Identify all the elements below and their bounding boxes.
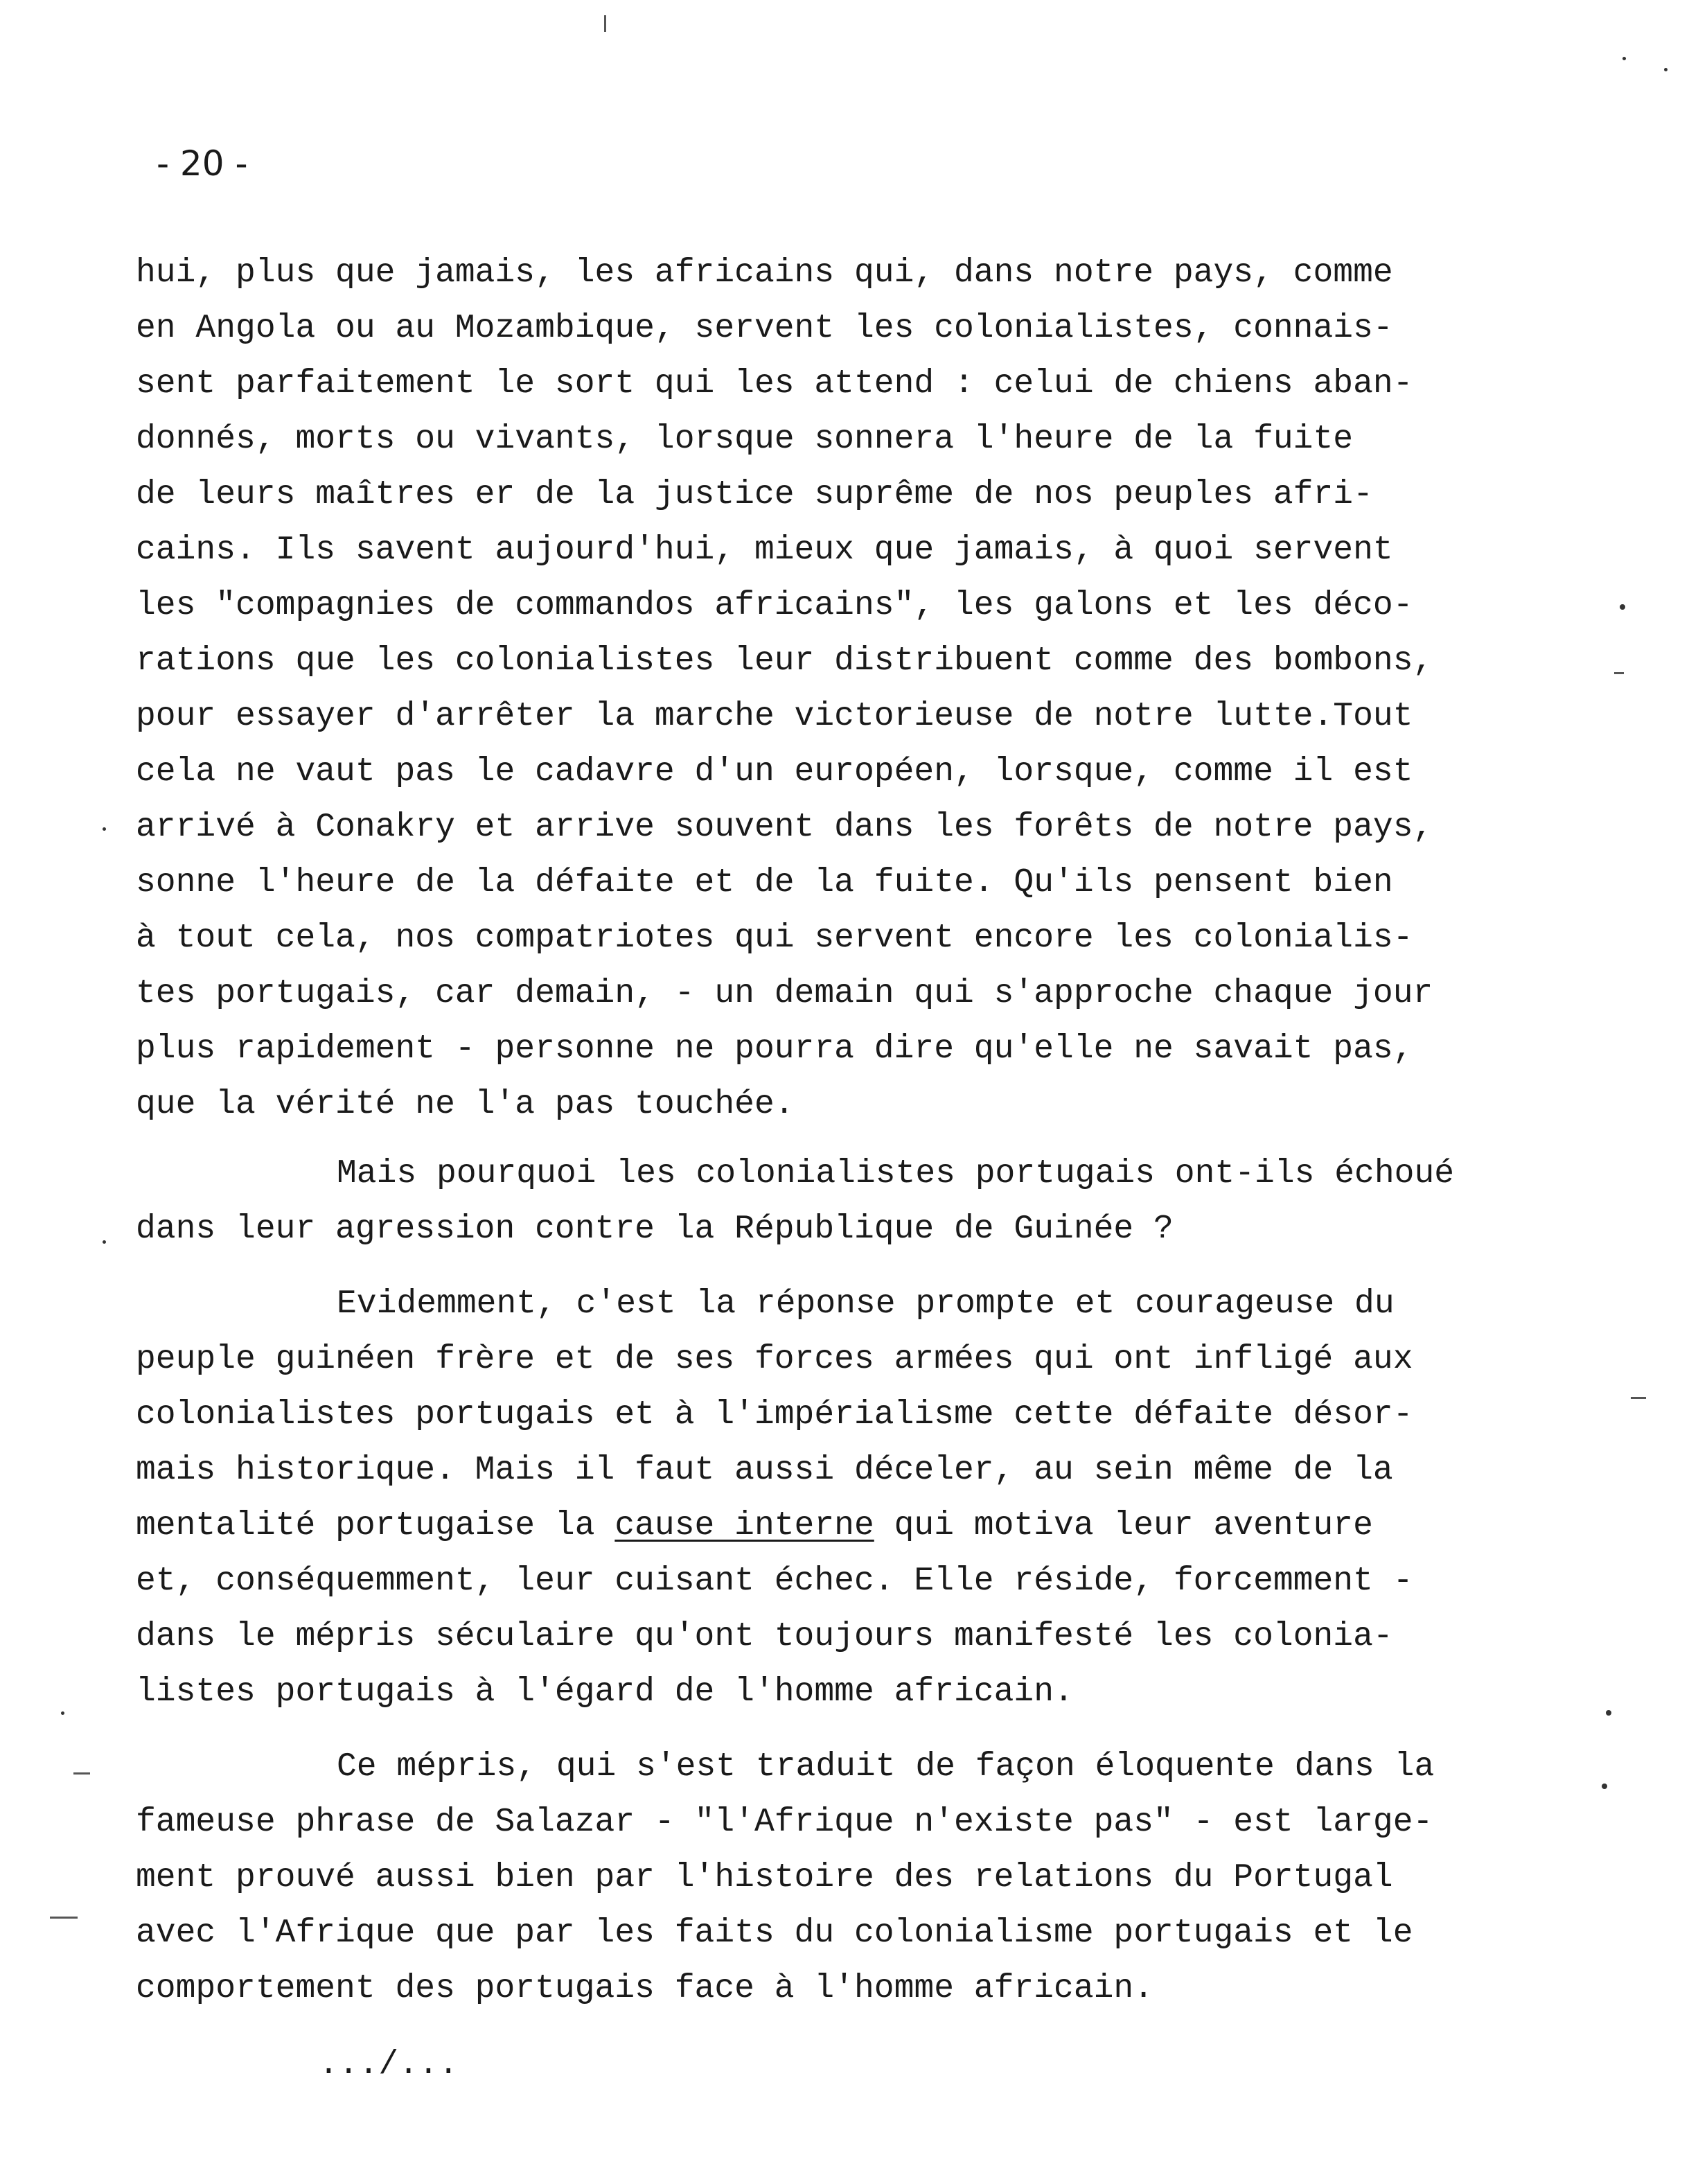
scan-mark	[73, 1772, 90, 1774]
underlined-phrase: cause interne	[614, 1507, 874, 1544]
scan-speck	[103, 1240, 106, 1244]
text-line: Mais pourquoi les colonialistes portugais ont-ils échoué	[337, 1155, 1455, 1192]
text-line: Evidemment, c'est la réponse prompte et courageuse du	[337, 1285, 1395, 1323]
text-line: tes portugais, car demain, - un demain qui s'approche chaque jour	[136, 975, 1433, 1012]
text-line: les "compagnies de commandos africains", les galons et les déco-	[136, 587, 1413, 624]
scan-speck	[1622, 57, 1626, 60]
text-line: mais historique. Mais il faut aussi déceler, au sein même de la	[136, 1452, 1393, 1489]
text-line: comportement des portugais face à l'homme africain.	[136, 1970, 1154, 2007]
text-segment: qui motiva leur aventure	[874, 1507, 1373, 1544]
scan-speck	[1606, 1710, 1611, 1716]
text-line: de leurs maîtres er de la justice suprême de nos peuples afri-	[136, 476, 1373, 513]
text-line: en Angola ou au Mozambique, servent les colonialistes, connais-	[136, 310, 1393, 347]
text-line: fameuse phrase de Salazar - "l'Afrique n'existe pas" - est large-	[136, 1804, 1433, 1841]
text-line: arrivé à Conakry et arrive souvent dans les forêts de notre pays,	[136, 809, 1433, 846]
text-line: rations que les colonialistes leur distribuent comme des bombons,	[136, 642, 1433, 680]
text-line: ment prouvé aussi bien par l'histoire des relations du Portugal	[136, 1859, 1393, 1896]
text-line: colonialistes portugais et à l'impérialisme cette défaite désor-	[136, 1396, 1413, 1434]
page-number: - 20 -	[157, 143, 248, 184]
scan-mark	[1631, 1397, 1646, 1399]
text-line	[136, 1505, 1373, 1547]
text-line: cains. Ils savent aujourd'hui, mieux que jamais, à quoi servent	[136, 531, 1393, 569]
text-line: donnés, morts ou vivants, lorsque sonnera l'heure de la fuite	[136, 421, 1354, 458]
text-line: hui, plus que jamais, les africains qui, dans notre pays, comme	[136, 254, 1393, 292]
text-line: dans leur agression contre la République de Guinée ?	[136, 1210, 1174, 1248]
continuation-mark: .../...	[319, 2046, 459, 2084]
text-line: que la vérité ne l'a pas touchée.	[136, 1086, 795, 1123]
scan-mark	[1614, 672, 1624, 674]
text-line: listes portugais à l'égard de l'homme africain.	[136, 1673, 1074, 1711]
scan-speck	[1664, 68, 1668, 71]
text-line: cela ne vaut pas le cadavre d'un européen, lorsque, comme il est	[136, 753, 1413, 791]
text-line: plus rapidement - personne ne pourra dire qu'elle ne savait pas,	[136, 1030, 1413, 1068]
text-line: sent parfaitement le sort qui les attend : celui de chiens aban-	[136, 365, 1413, 403]
scan-mark	[50, 1917, 78, 1919]
text-line: et, conséquemment, leur cuisant échec. Elle réside, forcemment -	[136, 1562, 1413, 1600]
text-line: dans le mépris séculaire qu'ont toujours manifesté les colonia-	[136, 1618, 1393, 1655]
text-line: pour essayer d'arrêter la marche victorieuse de notre lutte.Tout	[136, 698, 1413, 735]
text-segment: mentalité portugaise la	[136, 1507, 615, 1544]
text-line: avec l'Afrique que par les faits du colonialisme portugais et le	[136, 1914, 1413, 1952]
scan-speck	[61, 1711, 64, 1715]
scan-speck	[1620, 604, 1625, 610]
text-line: Ce mépris, qui s'est traduit de façon éloquente dans la	[337, 1748, 1435, 1786]
scan-speck	[1602, 1784, 1607, 1789]
text-line: peuple guinéen frère et de ses forces armées qui ont infligé aux	[136, 1341, 1413, 1378]
text-line: à tout cela, nos compatriotes qui servent encore les colonialis-	[136, 919, 1413, 957]
text-line: sonne l'heure de la défaite et de la fuite. Qu'ils pensent bien	[136, 864, 1393, 901]
scan-mark	[604, 15, 606, 32]
scan-speck	[103, 827, 106, 831]
